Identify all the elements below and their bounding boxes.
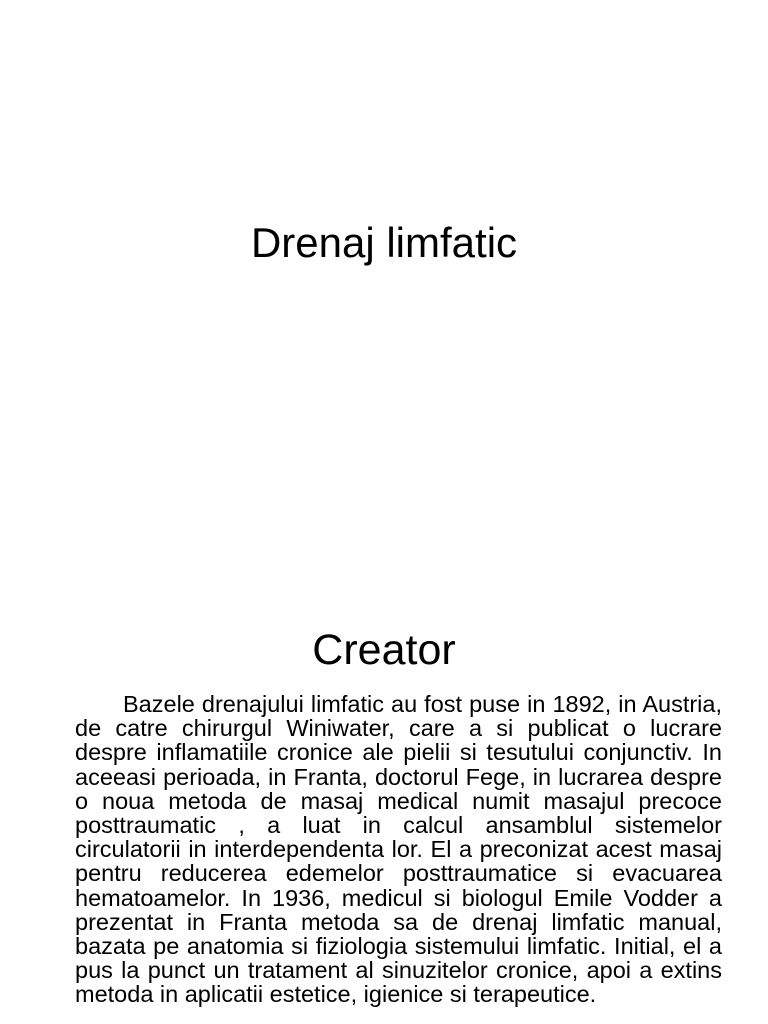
section-heading-creator: Creator <box>312 626 456 674</box>
document-title: Drenaj limfatic <box>250 219 518 266</box>
body-paragraph: Bazele drenajului limfatic au fost puse in 1892, in Austria, de catre chirurgul Winiwater, care a si publicat o lucrare despre inflamatiile cronice ale pielii si tesutului conjunctiv. In aceeasi perioada, in Franta, doctorul Fege, in lucrarea despre o noua metoda de masaj medical numit masajul precoce posttraumatic , a luat in calcul ansamblul sistemelor circulatorii in interdependenta lor. El a preconizat acest masaj pentru reducerea edemelor posttraumatice si evacuarea hematoamelor. In 1936, medicul si biologul Emile Vodder a prezentat in Franta metoda sa de drenaj limfatic manual, bazata pe anatomia si fiziologia sistemului limfatic. Initial, el a pus la punct un tratament al sinuzitelor cronice, apoi a extins metoda in aplicatii estetice, igienice si terapeutice. <box>75 691 722 1008</box>
